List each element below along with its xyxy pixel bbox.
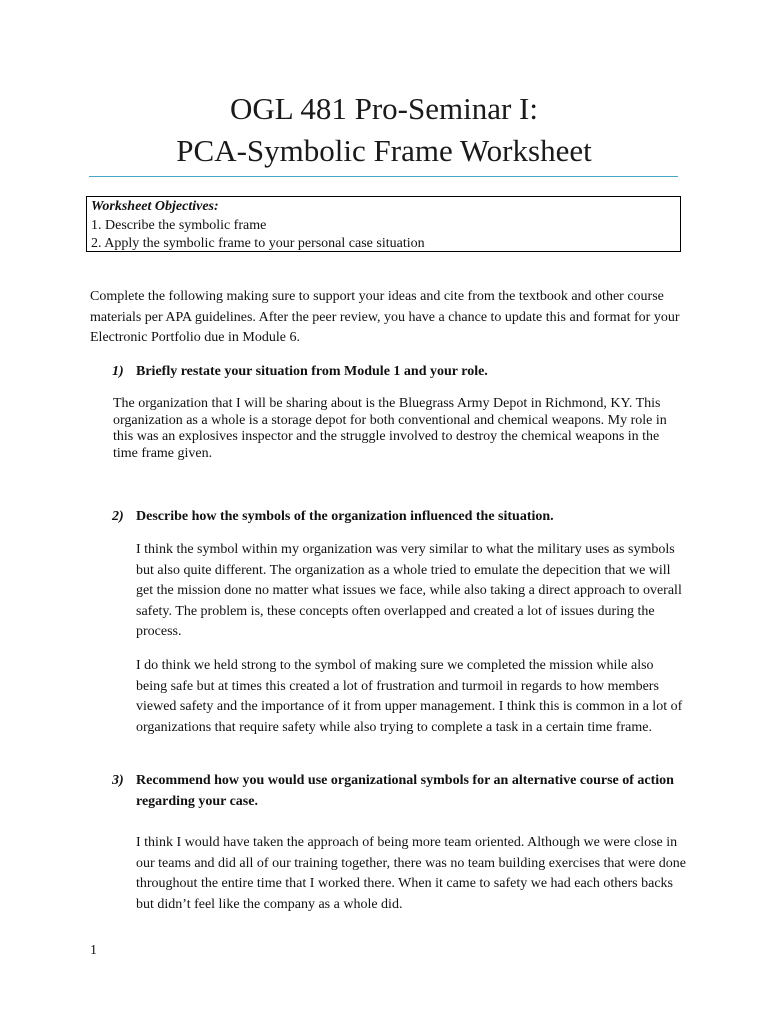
answer-2-paragraph-1: I think the symbol within my organization was very similar to what the military uses as symbols but also quite different. The organization as a whole tried to emulate the depecition that we will get the mission done no matter what issues we face, while also taking a direct approach to overall safety. The problem is, these concepts often overlapped and created a lot of issues during the process.: [136, 542, 682, 639]
objective-item: 2. Apply the symbolic frame to your personal case situation: [91, 236, 425, 251]
answer-1-paragraph: The organization that I will be sharing about is the Bluegrass Army Depot in Richmond, KY. This organization as a whole is a storage depot for both conventional and chemical weapons. My role in this was an explosives inspector and the struggle involved to destroy the chemical weapons in the time frame given.: [113, 396, 667, 461]
question-text: Recommend how you would use organizational symbols for an alternative course of action regarding your case.: [136, 773, 674, 809]
title-divider: [89, 176, 678, 177]
question-3: [112, 771, 692, 812]
question-text: Describe how the symbols of the organization influenced the situation.: [136, 509, 554, 524]
question-1: [112, 362, 692, 383]
question-2: [112, 507, 692, 528]
objective-item: 1. Describe the symbolic frame: [91, 217, 267, 233]
intro-paragraph: Complete the following making sure to support your ideas and cite from the textbook and other course materials per APA guidelines. After the peer review, you have a chance to update this and format for your Electronic Portfolio due in Module 6.: [90, 289, 680, 345]
page-title: [0, 88, 768, 172]
objectives-box: [86, 196, 681, 252]
question-number: 2): [112, 509, 124, 524]
question-number: 3): [112, 773, 124, 788]
answer-3-paragraph: I think I would have taken the approach of being more team oriented. Although we were close in our teams and did all of our training together, there was no team building exercises that were done throughout the entire time that I worked there. When it came to safety we had each others backs but didn’t feel like the company as a whole did.: [136, 835, 686, 912]
answer-2-paragraph-2: I do think we held strong to the symbol of making sure we completed the mission while also being safe but at times this created a lot of frustration and turmoil in regards to how members viewed safety and the importance of it from upper management. I think this is common in a lot of organizations that require safety while also trying to complete a task in a certain time frame.: [136, 658, 683, 735]
page-number: 1: [90, 943, 97, 958]
question-number: 1): [112, 364, 124, 379]
question-text: Briefly restate your situation from Module 1 and your role.: [136, 364, 488, 379]
title-line-1: OGL 481 Pro-Seminar I:: [230, 91, 538, 126]
title-line-2: PCA-Symbolic Frame Worksheet: [176, 133, 592, 168]
objectives-heading: Worksheet Objectives:: [91, 199, 219, 214]
